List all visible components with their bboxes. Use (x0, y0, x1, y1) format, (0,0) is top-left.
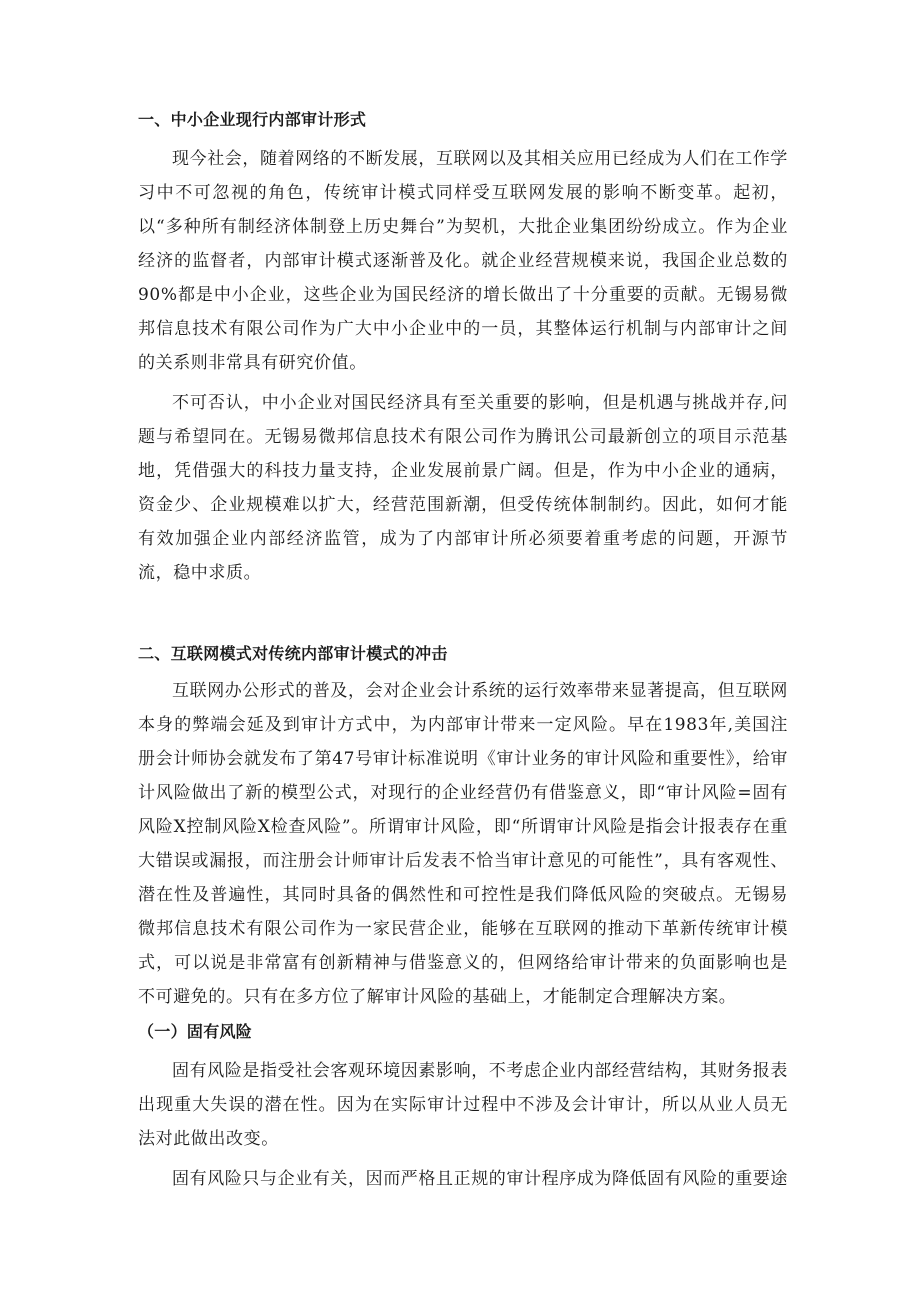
subsection-paragraph-1: 固有风险是指受社会客观环境因素影响，不考虑企业内部经营结构，其财务报表出现重大失误的潜在性。因为在实际审计过程中不涉及会计审计，所以从业人员无法对此做出改变。 (138, 1061, 788, 1149)
section2-paragraph-1: 互联网办公形式的普及，会对企业会计系统的运行效率带来显著提高，但互联网本身的弊端会延及到审计方式中，为内部审计带来一定风险。早在1983年,美国注册会计师协会就发布了第47号审计标准说明《审计业务的审计风险和重要性》，给审计风险做出了新的模型公式，对现行的企业经营仍有借鉴意义，即“审计风险=固有风险X控制风险X检查风险”。所谓审计风险，即“所谓审计风险是指会计报表存在重大错误或漏报，而注册会计师审计后发表不恰当审计意见的可能性”，具有客观性、潜在性及普遍性，其同时具备的偶然性和可控性是我们降低风险的突破点。无锡易微邦信息技术有限公司作为一家民营企业，能够在互联网的推动下革新传统审计模式，可以说是非常富有创新精神与借鉴意义的，但网络给审计带来的负面影响也是不可避免的。只有在多方位了解审计风险的基础上，才能制定合理解决方案。 (138, 681, 788, 1007)
section1-heading: 一、中小企业现行内部审计形式 (138, 110, 367, 129)
document-page (138, 110, 788, 1196)
section2-heading: 二、互联网模式对传统内部审计模式的冲击 (138, 644, 448, 663)
section1-paragraph-2: 不可否认，中小企业对国民经济具有至关重要的影响，但是机遇与挑战并存,问题与希望同在。无锡易微邦信息技术有限公司作为腾讯公司最新创立的项目示范基地，凭借强大的科技力量支持，企业发展前景广阔。但是，作为中小企业的通病，资金少、企业规模难以扩大，经营范围新潮，但受传统体制制约。因此，如何才能有效加强企业内部经济监管，成为了内部审计所必须要着重考虑的问题，开源节流，稳中求质。 (138, 393, 788, 583)
subsection-paragraph-2: 固有风险只与企业有关，因而严格且正规的审计程序成为降低固有风险的重要途 (172, 1169, 788, 1189)
subsection-heading: （一）固有风险 (138, 1022, 253, 1041)
section1-paragraph-1: 现今社会，随着网络的不断发展，互联网以及其相关应用已经成为人们在工作学习中不可忽视的角色，传统审计模式同样受互联网发展的影响不断变革。起初，以“多种所有制经济体制登上历史舞台”为契机，大批企业集团纷纷成立。作为企业经济的监督者，内部审计模式逐渐普及化。就企业经营规模来说，我国企业总数的90%都是中小企业，这些企业为国民经济的增长做出了十分重要的贡献。无锡易微邦信息技术有限公司作为广大中小企业中的一员，其整体运行机制与内部审计之间的关系则非常具有研究价值。 (138, 149, 788, 373)
